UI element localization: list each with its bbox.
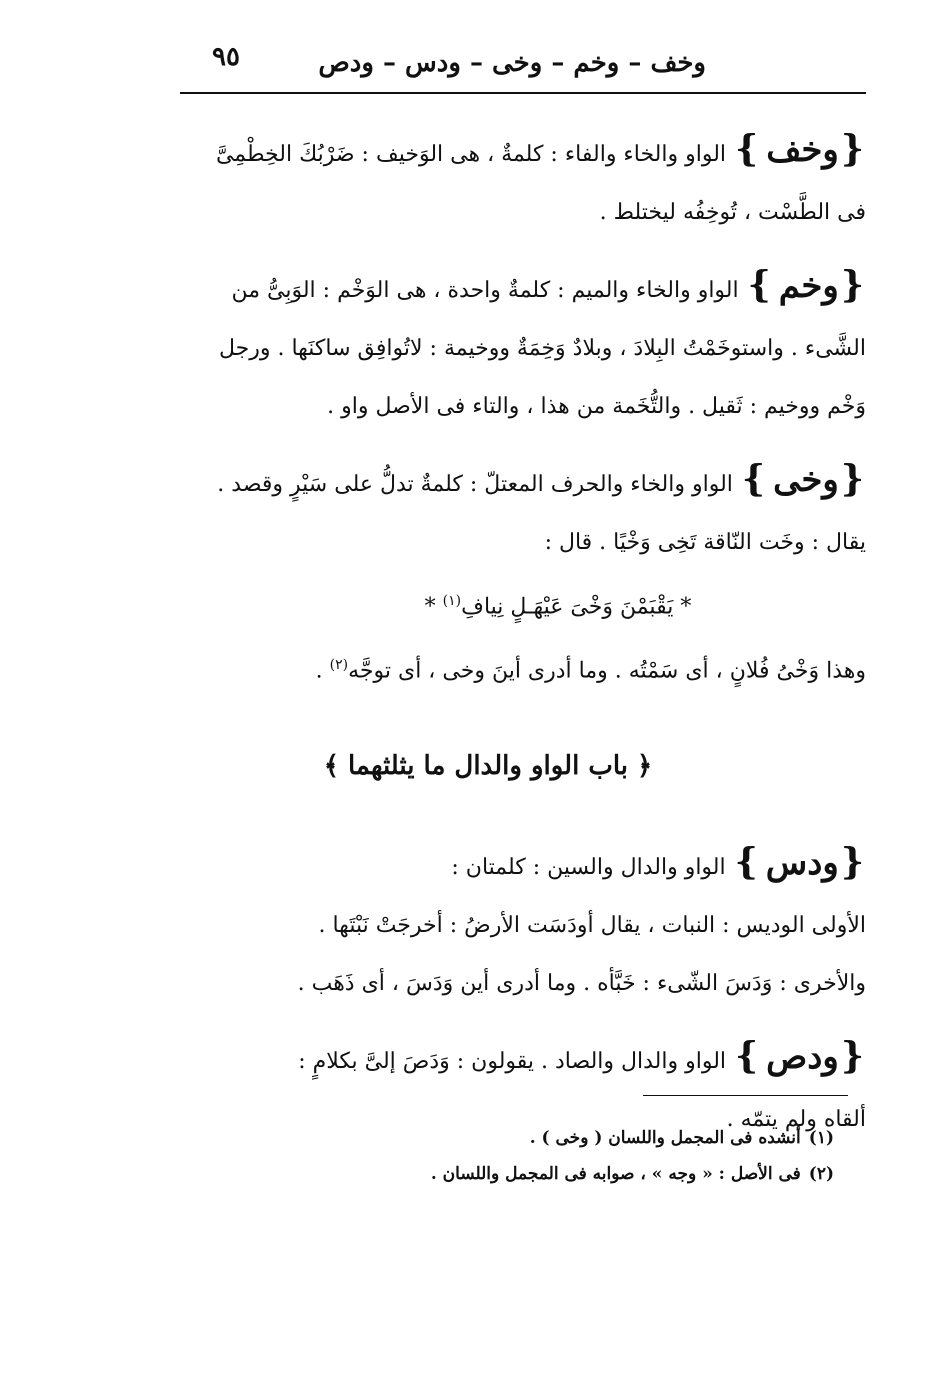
bracket-open: { [840, 458, 864, 500]
page-header [180, 38, 866, 94]
entry-line [190, 450, 866, 514]
entry-line [190, 1027, 866, 1091]
footnote-number: (١) [808, 1128, 834, 1148]
headword: وخف [766, 130, 839, 170]
entry-line: يقال : وخَت النّاقة تَخِى وَخْيًا . قال : [544, 530, 866, 555]
entry-wakha [190, 450, 866, 701]
bracket-close: } [734, 840, 758, 883]
entry-line: فى الطَّسْت ، تُوخِفُه ليختلط . [599, 200, 866, 225]
headword: ودص [766, 1036, 839, 1077]
bracket-close: } [735, 128, 759, 170]
footnote-ref: (٢) [329, 657, 349, 674]
entry-line [190, 256, 866, 320]
entry-line [190, 833, 866, 897]
footnotes [300, 1120, 834, 1192]
footnote-number: (٢) [808, 1164, 834, 1184]
headword: وخى [773, 460, 839, 500]
entry-text: وهذا وَخْىُ فُلانٍ ، أى سَمْتُه . وما أدرى أينَ وخى ، أى توجَّه [348, 658, 866, 684]
entry-line: الشَّىء . واستوخَمْتُ البِلادَ ، وبلادٌ وَخِمَةٌ ووخيمة : لاتُوافِق ساكنَها . ورجل [218, 336, 866, 361]
bracket-close: } [741, 458, 766, 500]
chapter-heading: ﴿ باب الواو والدال ما يثلثهما ﴾ [323, 750, 653, 781]
entry-line: والأخرى : وَدَسَ الشّىء : خَبَّأه . وما أدرى أين وَدَسَ ، أى ذَهَب . [297, 970, 866, 996]
bracket-open: { [840, 128, 864, 170]
bracket-open: { [840, 840, 864, 883]
entry-text-end: . [315, 658, 330, 684]
bracket-close: } [735, 1034, 759, 1077]
entry-line: وَخْم ووخيم : ثَقيل . والتُّخَمة من هذا ، والتاء فى الأصل واو . [327, 394, 866, 419]
bracket-open: { [840, 264, 864, 306]
entry-text: الواو والدال والصاد . يقولون : وَدَصَ إلىَّ بكلامٍ : [298, 1048, 727, 1074]
footnote-text: فى الأصل : « وجه » ، صوابه فى المجمل واللسان . [430, 1164, 801, 1184]
footnote-text: أنشده فى المجمل واللسان ( وخى ) . [529, 1128, 801, 1148]
footnote [300, 1156, 834, 1192]
headword: وخم [778, 266, 839, 306]
entry-line [190, 636, 866, 700]
entry-line: ألقاه ولم يتمّه . [726, 1106, 866, 1132]
bracket-open: { [840, 1034, 864, 1077]
header-rule [180, 92, 866, 94]
entry-text: الواو والخاء والفاء : كلمةٌ ، هى الوَخيف : ضَرْبُكَ الخِطْمِىَّ [215, 142, 727, 167]
page-body [190, 120, 866, 1163]
entry-wads [190, 833, 866, 1013]
footnote-rule [643, 1095, 848, 1096]
footnote [300, 1120, 834, 1156]
page-number: ٩٥ [212, 42, 240, 72]
running-title: وخف – وخم – وخى – ودس – ودص [318, 48, 706, 78]
entry-text: الواو والخاء والحرف المعتلّ : كلمةٌ تدلُّ على سَيْرٍ وقصد . [217, 472, 733, 497]
entry-wakhm [190, 256, 866, 436]
entry-text: الواو والخاء والميم : كلمةٌ واحدة ، هى الوَخْم : الوَبِىُّ من [231, 278, 739, 303]
footnote-ref: (١) [442, 593, 462, 609]
entry-line [190, 120, 866, 184]
verse-line: * يَقْبَمْنَ وَخْىَ عَيْهَـلٍ نِيافِ$^{(١)}$ * [424, 593, 692, 620]
headword: ودس [765, 842, 839, 883]
entry-wakhf [190, 120, 866, 242]
entry-text: الواو والدال والسين : كلمتان : [451, 854, 726, 880]
bracket-close: } [747, 264, 771, 306]
entry-line: الأولى الوديس : النبات ، يقال أودَسَت الأرضُ : أخرجَتْ نَبْتَها . [318, 912, 866, 938]
verse-text: * يَقْبَمْنَ وَخْىَ عَيْهَـلٍ نِيافِ [461, 594, 692, 620]
